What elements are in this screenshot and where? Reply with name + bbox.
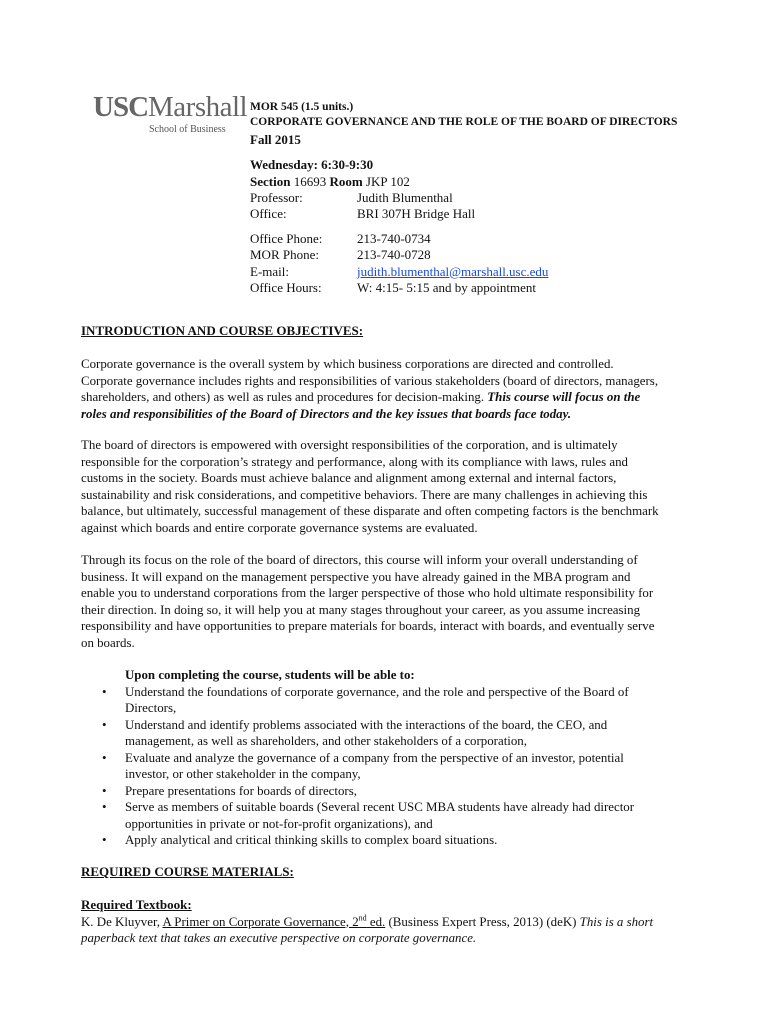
bullet-icon: • <box>102 717 107 732</box>
text-line: sustainability and risk considerations, and competitive behaviors. There are many challenges in achieving this <box>81 487 648 502</box>
section-heading: REQUIRED COURSE MATERIALS: <box>81 864 294 879</box>
textbook-publisher: (Business Expert Press, 2013) (deK) <box>385 914 580 929</box>
text-line: enable you to understand corporations from the larger perspective of those who hold ultimate responsibility for <box>81 586 654 601</box>
contact-value: 213-740-0734 <box>357 231 431 246</box>
intro-paragraph-2 <box>81 437 711 537</box>
contact-label: E-mail: <box>250 263 289 279</box>
textbook-title <box>162 915 385 929</box>
text-line: Corporate governance is the overall system by which business corporations are directed and controlled. <box>81 357 614 371</box>
outcomes-title: Upon completing the course, students will be able to: <box>125 668 415 682</box>
contact-value: W: 4:15- 5:15 and by appointment <box>357 279 536 295</box>
section-value: 16693 <box>290 173 330 189</box>
materials-heading <box>81 864 711 881</box>
section-label: Section <box>250 173 291 189</box>
contact-value: Judith Blumenthal <box>357 190 453 205</box>
item-line: opportunities in private or not-for-profit organizations), and <box>125 816 433 831</box>
required-textbook <box>81 897 711 947</box>
item-line: Directors, <box>125 701 177 715</box>
list-item <box>81 799 711 832</box>
textbook-note: This is a short <box>579 914 654 929</box>
list-item <box>81 783 711 800</box>
text-line: their direction. In doing so, it will help you at many stages throughout your career, as you assume increasing <box>81 602 641 617</box>
intro-paragraph-3 <box>81 552 711 652</box>
bullet-icon: • <box>102 833 107 847</box>
logo-marshall: Marshall <box>148 91 248 123</box>
contact-info <box>250 231 548 296</box>
learning-outcomes <box>81 667 711 849</box>
room-label: Room <box>329 173 363 189</box>
text-line: on boards. <box>81 635 135 650</box>
textbook-author: K. De Kluyver, <box>81 914 163 929</box>
logo-usc: USC <box>93 91 149 123</box>
textbook-citation <box>81 914 711 931</box>
text-line: balance, but ultimately, successful management of these disparate and often competing factors is the benchmark <box>81 504 659 519</box>
text-span: shareholders, and others) as well as rules and procedures for decision-making. <box>81 390 488 405</box>
text-line: business. It will expand on the management perspective you have already gained in the MBA program and <box>81 569 631 584</box>
bullet-icon: • <box>102 783 107 798</box>
text-line: The board of directors is empowered with oversight responsibilities of the corporation, and is ultimately <box>81 438 618 452</box>
contact-value: BRI 307H Bridge Hall <box>357 206 476 222</box>
intro-paragraph-1 <box>81 356 711 422</box>
item-line: Serve as members of suitable boards (Several recent USC MBA students have already had director <box>125 800 635 814</box>
text-line: customs in the society. Boards must achieve balance and alignment among external and internal factors, <box>81 471 617 486</box>
course-title: CORPORATE GOVERNANCE AND THE ROLE OF THE BOARD OF DIRECTORS <box>250 116 678 128</box>
text-line: against which boards and entire corporate governance systems are evaluated. <box>81 520 478 535</box>
contact-label: MOR Phone: <box>250 247 319 263</box>
list-item <box>81 832 711 849</box>
text-line: Through its focus on the role of the board of directors, this course will inform your overall understanding of <box>81 553 638 567</box>
bullet-icon: • <box>102 684 107 699</box>
item-line: investor, or other stakeholder in the company, <box>125 767 361 781</box>
professor-info <box>250 190 475 223</box>
edition-superscript: nd <box>358 913 367 923</box>
contact-label: Office: <box>250 206 287 222</box>
item-line: Prepare presentations for boards of directors, <box>125 783 357 798</box>
item-line: Understand and identify problems associated with the interactions of the board, the CEO, and <box>125 717 608 732</box>
contact-label: Office Hours: <box>250 279 322 295</box>
contact-label: Office Phone: <box>250 231 323 246</box>
section-room <box>250 174 750 191</box>
contact-row <box>250 190 475 206</box>
emphasis-text: This course will focus on the <box>487 390 641 405</box>
course-code: MOR 545 (1.5 units.) <box>250 101 354 113</box>
intro-heading <box>81 323 711 340</box>
contact-value: 213-740-0728 <box>357 247 431 263</box>
course-term: Fall 2015 <box>250 132 301 147</box>
item-line: Understand the foundations of corporate governance, and the role and perspective of the Board of <box>125 684 629 699</box>
room-value: JKP 102 <box>362 173 410 189</box>
meeting-time: Wednesday: 6:30-9:30 <box>250 157 374 172</box>
contact-row <box>250 206 475 222</box>
list-item <box>81 750 711 783</box>
logo-wordmark <box>93 91 248 123</box>
contact-row <box>250 231 548 247</box>
textbook-note: paperback text that takes an executive perspective on corporate governance. <box>81 931 477 946</box>
email-link[interactable]: judith.blumenthal@marshall.usc.edu <box>357 263 549 279</box>
contact-row <box>250 247 548 263</box>
item-line: Apply analytical and critical thinking skills to complex board situations. <box>125 833 498 847</box>
logo-school: School of Business <box>149 124 226 135</box>
course-schedule <box>250 157 750 190</box>
contact-row <box>250 280 548 296</box>
edition-text: ed. <box>366 914 386 929</box>
usc-marshall-logo <box>93 91 248 136</box>
list-item <box>81 717 711 750</box>
text-line: responsibility and have opportunities to prepare materials for boards, interact with boards, and eventually serve <box>81 619 655 634</box>
item-line: Evaluate and analyze the governance of a company from the perspective of an investor, potential <box>125 750 624 765</box>
contact-row <box>250 264 548 280</box>
text-line: Corporate governance includes rights and responsibilities of various stakeholders (board of directors, managers, <box>81 373 659 388</box>
bullet-icon: • <box>102 800 107 814</box>
contact-label: Professor: <box>250 190 303 205</box>
outcomes-list <box>81 684 711 849</box>
textbook-heading: Required Textbook: <box>81 897 192 912</box>
item-line: management, as well as shareholders, and other stakeholders of a corporation, <box>125 734 527 748</box>
text-line: responsible for the corporation’s strategy and performance, along with its compliance with laws, rules and <box>81 454 628 469</box>
list-item <box>81 684 711 717</box>
course-header <box>250 100 750 149</box>
textbook-title-text: A Primer on Corporate Governance, 2 <box>162 914 359 929</box>
text-line <box>81 389 711 406</box>
bullet-icon: • <box>102 750 107 765</box>
section-heading: INTRODUCTION AND COURSE OBJECTIVES: <box>81 323 364 338</box>
emphasis-text: roles and responsibilities of the Board of Directors and the key issues that boards face today. <box>81 406 572 421</box>
